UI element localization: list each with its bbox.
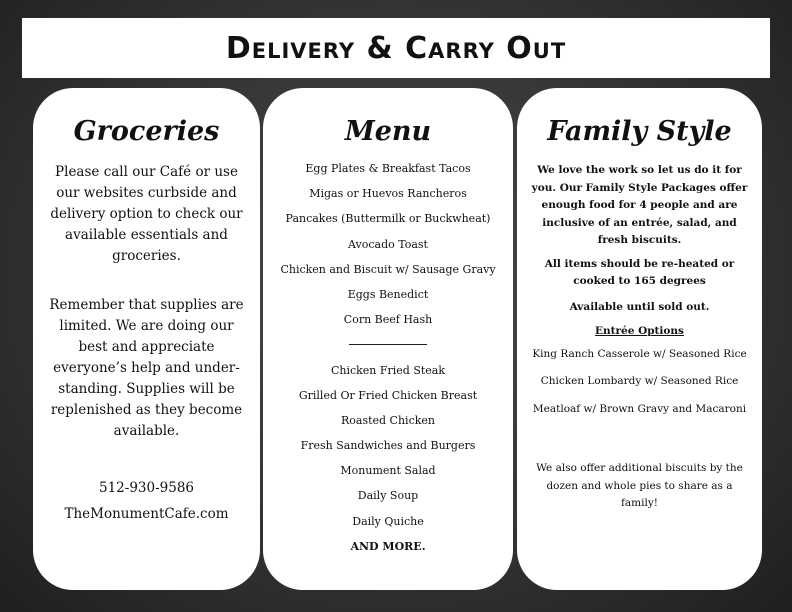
page-title: Delivery & Carry Out [225,30,567,66]
menu-item: Corn Beef Hash [343,313,433,327]
entree-options-heading: Entrée Options [595,324,684,337]
menu-item: Chicken Fried Steak [330,363,446,377]
extra-offer-note: We also offer additional biscuits by the dozen and whole pies to share as a family! [536,462,743,509]
menu-title: Menu [344,116,432,147]
menu-divider [263,332,513,357]
menu-item: Daily Quiche [352,514,424,528]
header-banner [22,18,770,78]
menu-item: Grilled Or Fried Chicken Breast [298,388,478,402]
menu-item: Daily Soup [357,489,419,503]
groceries-instructions: Please call our Café or use our websites curbside and delivery option to check our available essentials and groceries. [50,164,243,264]
menu-more: AND MORE. [350,539,426,553]
menu-list [263,156,513,559]
phone-number: 512-930-9586 [98,480,194,496]
website: TheMonumentCafe.com [64,506,229,522]
reheat-note: All items should be re-heated or cooked to 165 degrees [544,257,735,287]
family-style-intro: We love the work so let us do it for you. Our Family Style Packages offer enough food for 4 people and are inclusive of an entrée, salad, and fresh biscuits. [531,164,748,246]
menu-item: Monument Salad [340,464,436,478]
entree-option: Chicken Lombardy w/ Seasoned Rice [540,375,739,387]
groceries-supply-note: Remember that supplies are limited. We are doing our best and appreciate everyone’s help and under-standing. Supplies will be replenished as they become available. [49,297,244,439]
menu-item: Roasted Chicken [340,413,435,427]
family-style-panel [517,88,762,590]
menu-item: Pancakes (Buttermilk or Buckwheat) [285,212,491,226]
menu-item: Fresh Sandwiches and Burgers [300,439,476,453]
groceries-title: Groceries [73,116,220,147]
availability-note: Available until sold out. [569,300,710,313]
menu-item: Eggs Benedict [347,287,429,301]
menu-item: Avocado Toast [348,237,428,251]
entree-option: King Ranch Casserole w/ Seasoned Rice [532,347,747,360]
family-style-title: Family Style [547,116,732,147]
menu-panel [263,88,513,590]
groceries-panel [33,88,260,590]
menu-item: Chicken and Biscuit w/ Sausage Gravy [280,262,496,276]
menu-item: Egg Plates & Breakfast Tacos [305,162,471,175]
menu-item: Migas or Huevos Rancheros [309,187,467,201]
entree-option: Meatloaf w/ Brown Gravy and Macaroni [532,402,747,415]
